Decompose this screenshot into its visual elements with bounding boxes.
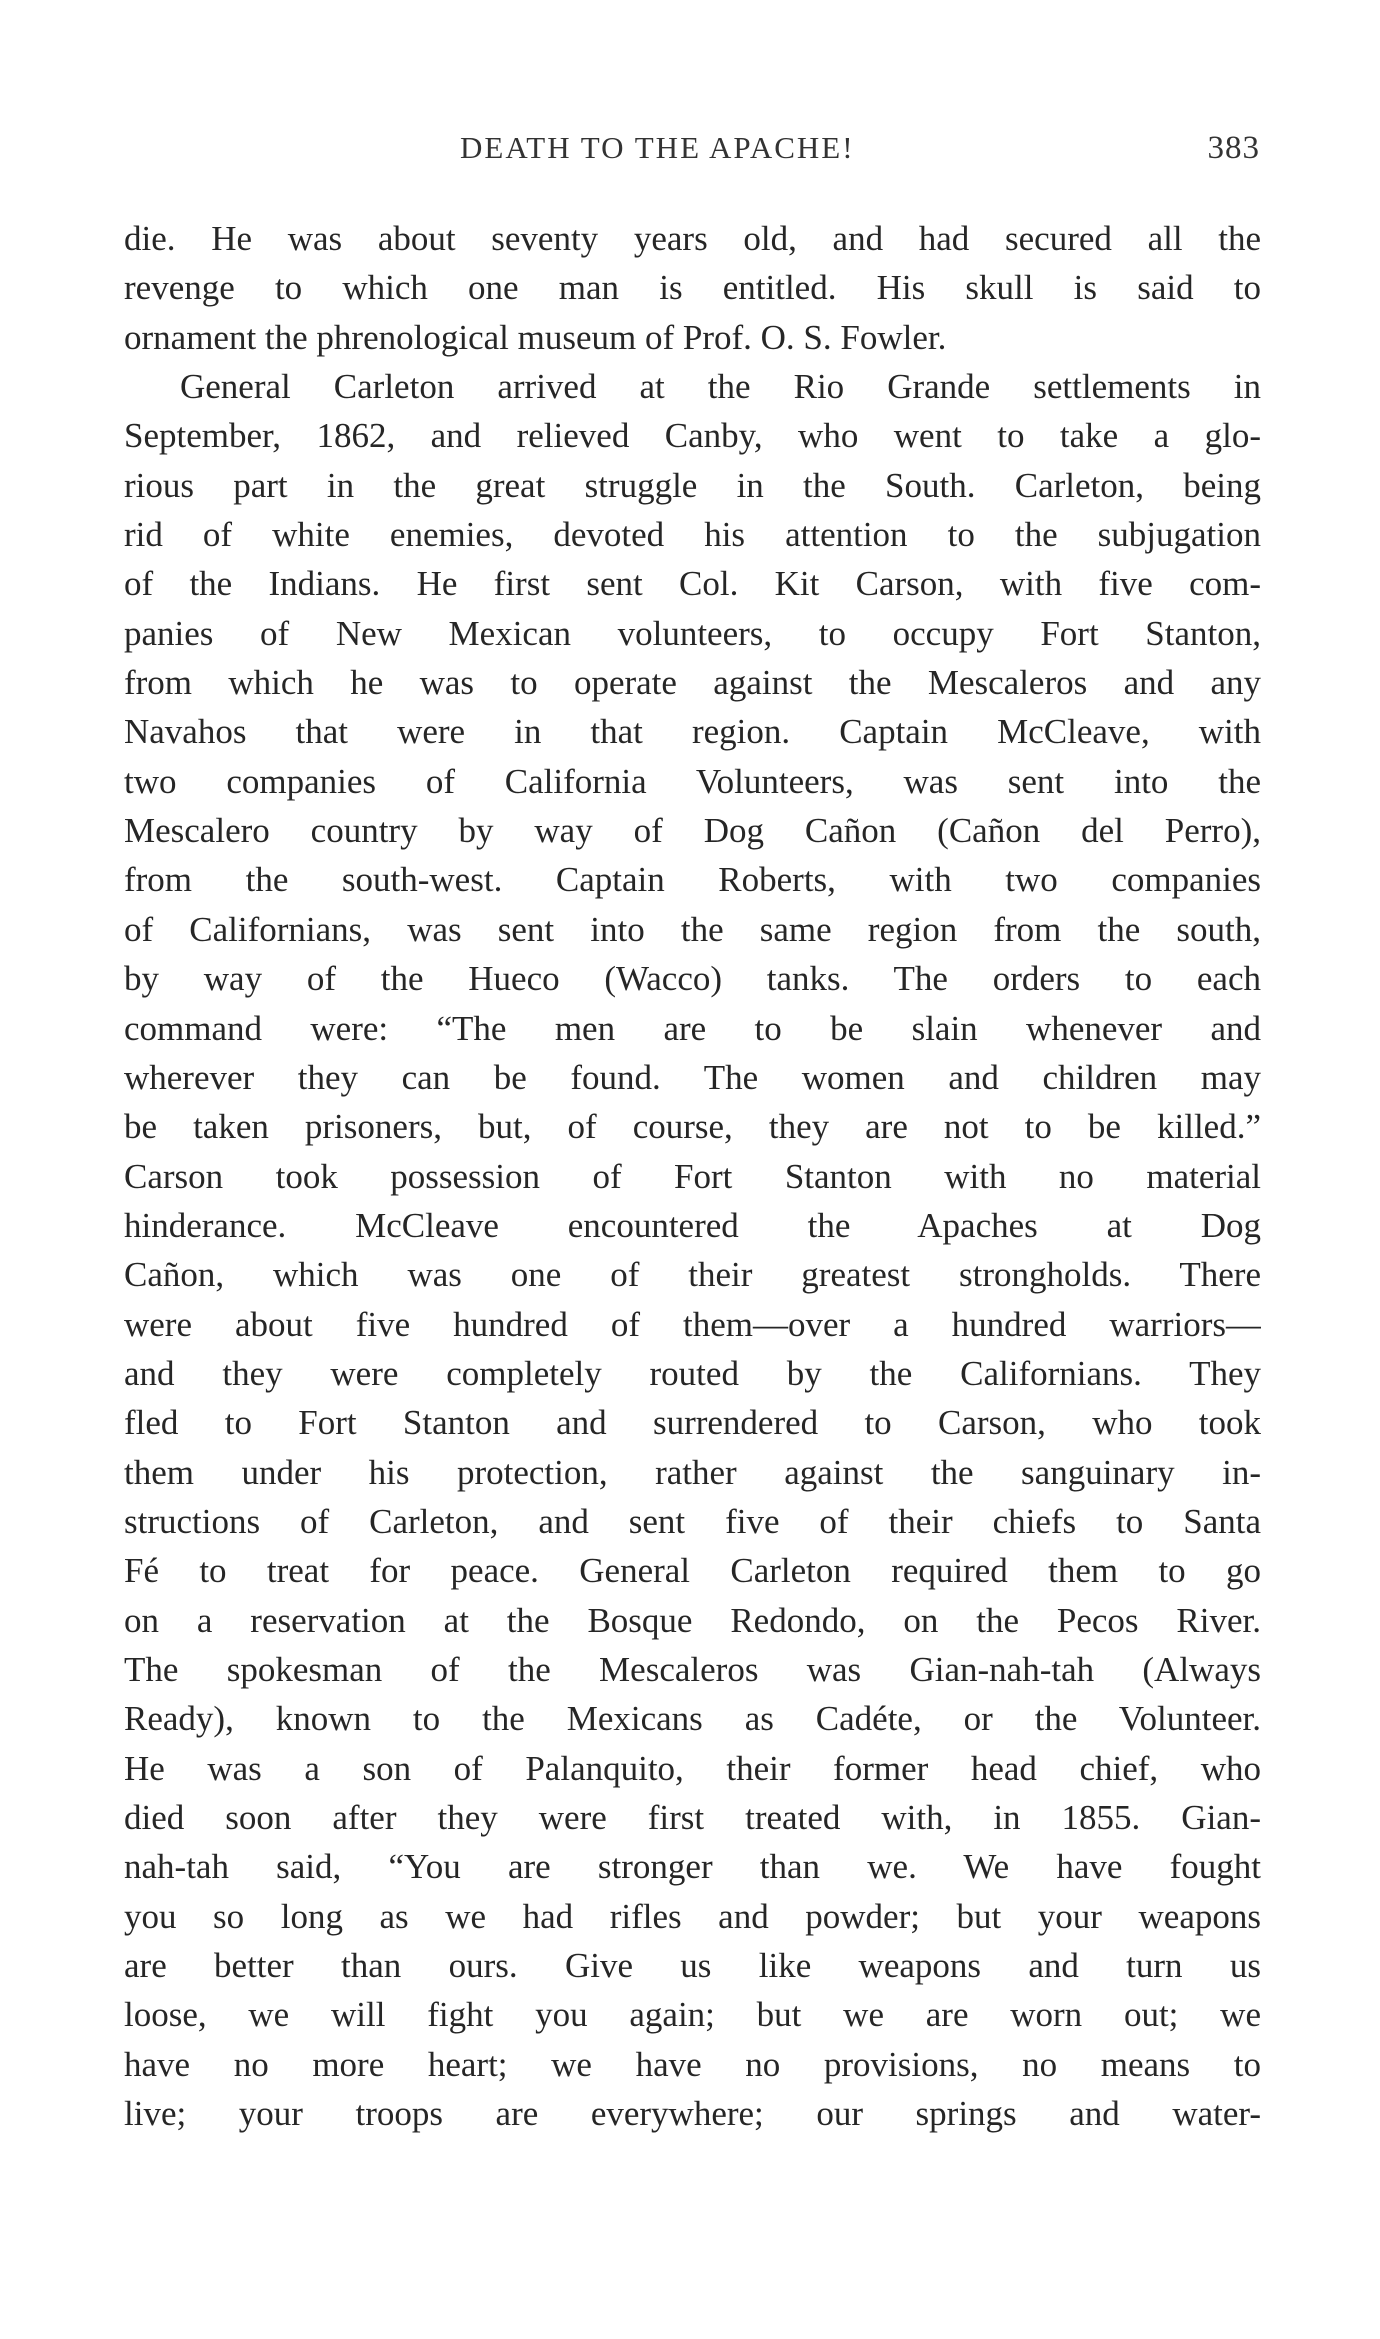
text-line: hinderance. McCleave encountered the Apaches at Dog bbox=[124, 1205, 1261, 1245]
text-line: revenge to which one man is entitled. His skull is said to bbox=[124, 268, 1261, 308]
text-line: Ready), known to the Mexicans as Cadéte, or the Volunteer. bbox=[124, 1699, 1261, 1739]
page-number: 383 bbox=[1207, 130, 1260, 166]
text-line: on a reservation at the Bosque Redondo, on the Pecos River. bbox=[124, 1600, 1261, 1640]
text-line: panies of New Mexican volunteers, to occupy Fort Stanton, bbox=[124, 613, 1261, 653]
text-line: them under his protection, rather against the sanguinary in- bbox=[124, 1452, 1261, 1492]
text-line: Cañon, which was one of their greatest strongholds. There bbox=[124, 1255, 1261, 1295]
running-title: DEATH TO THE APACHE! bbox=[460, 130, 855, 165]
text-line: wherever they can be found. The women and children may bbox=[124, 1057, 1261, 1097]
running-head bbox=[440, 130, 1260, 174]
text-line: you so long as we had rifles and powder; but your weapons bbox=[124, 1896, 1261, 1936]
text-line: Carson took possession of Fort Stanton with no material bbox=[124, 1156, 1261, 1196]
text-line: two companies of California Volunteers, was sent into the bbox=[124, 761, 1261, 801]
text-line: September, 1862, and relieved Canby, who went to take a glo- bbox=[124, 416, 1261, 456]
text-line: Navahos that were in that region. Captain McCleave, with bbox=[124, 712, 1261, 752]
text-line: Mescalero country by way of Dog Cañon (Cañon del Perro), bbox=[124, 811, 1261, 851]
text-line: ornament the phrenological museum of Prof. O. S. Fowler. bbox=[124, 317, 947, 357]
text-line: Fé to treat for peace. General Carleton required them to go bbox=[124, 1551, 1261, 1591]
text-line: nah-tah said, “You are stronger than we. We have fought bbox=[124, 1847, 1261, 1887]
paragraph-start-line: General Carleton arrived at the Rio Grande settlements in bbox=[180, 367, 1261, 407]
text-line: rid of white enemies, devoted his attention to the subjugation bbox=[124, 515, 1261, 555]
text-line: from which he was to operate against the Mescaleros and any bbox=[124, 663, 1261, 703]
text-line: command were: “The men are to be slain whenever and bbox=[124, 1008, 1261, 1048]
text-line: from the south-west. Captain Roberts, with two companies bbox=[124, 860, 1261, 900]
text-line: live; your troops are everywhere; our springs and water- bbox=[124, 2094, 1261, 2134]
text-line: He was a son of Palanquito, their former head chief, who bbox=[124, 1748, 1261, 1788]
body-text bbox=[124, 214, 1261, 2138]
text-line: The spokesman of the Mescaleros was Gian-nah-tah (Always bbox=[124, 1649, 1261, 1689]
text-line: be taken prisoners, but, of course, they are not to be killed.” bbox=[124, 1107, 1261, 1147]
text-line: structions of Carleton, and sent five of their chiefs to Santa bbox=[124, 1501, 1261, 1541]
text-line: died soon after they were first treated with, in 1855. Gian- bbox=[124, 1798, 1261, 1837]
text-line: and they were completely routed by the Californians. They bbox=[124, 1353, 1261, 1393]
text-line: of the Indians. He first sent Col. Kit Carson, with five com- bbox=[124, 564, 1261, 604]
text-line: loose, we will fight you again; but we are worn out; we bbox=[124, 1995, 1261, 2035]
text-line: of Californians, was sent into the same region from the south, bbox=[124, 909, 1261, 949]
text-line: have no more heart; we have no provisions, no means to bbox=[124, 2044, 1261, 2084]
text-line: die. He was about seventy years old, and had secured all the bbox=[124, 219, 1261, 258]
text-line: were about five hundred of them—over a hundred warriors— bbox=[124, 1304, 1261, 1344]
text-line: fled to Fort Stanton and surrendered to Carson, who took bbox=[124, 1403, 1261, 1443]
text-line: rious part in the great struggle in the South. Carleton, being bbox=[124, 465, 1261, 505]
text-line: by way of the Hueco (Wacco) tanks. The orders to each bbox=[124, 959, 1261, 999]
text-line: are better than ours. Give us like weapons and turn us bbox=[124, 1946, 1261, 1986]
